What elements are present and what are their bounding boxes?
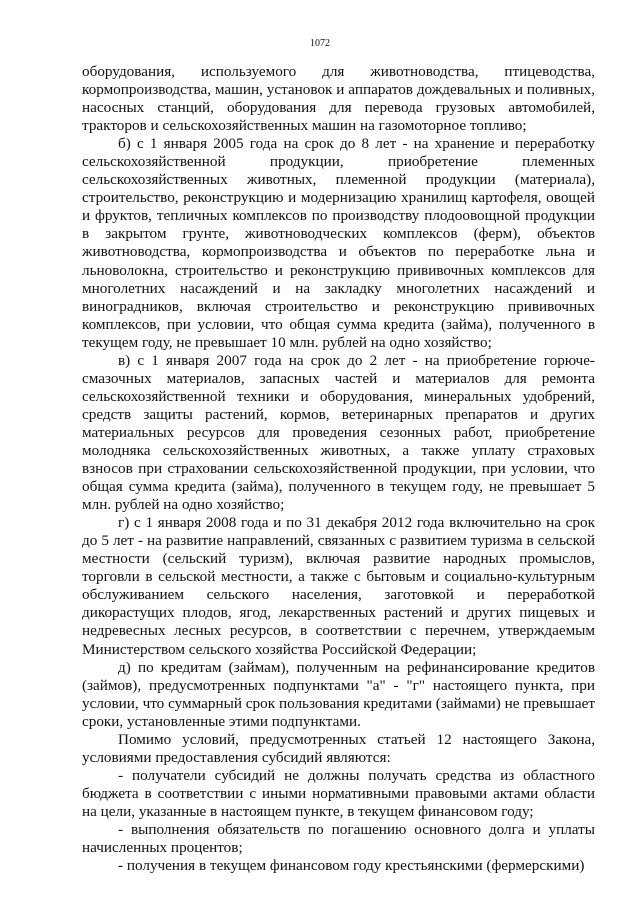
- paragraph-item-g: г) с 1 января 2008 года и по 31 декабря 2012 года включительно на срок до 5 лет - на развитие направлений, связанных с развитием туризма в сельской местности (сельский туризм), включая развитие народных промыслов, торговли в сельской местности, а также с бытовым и социально-культурным обслуживанием сельского населения, заготовкой и переработкой дикорастущих плодов, ягод, лекарственных растений и других пищевых и недревесных лесных ресурсов, в соответствии с перечнем, утверждаемым Министерством сельского хозяйства Российской Федерации;: [82, 514, 595, 658]
- paragraph-condition-2: - выполнения обязательств по погашению основного долга и уплаты начисленных процентов;: [82, 820, 595, 857]
- document-body: [82, 63, 595, 875]
- paragraph-condition-1: - получатели субсидий не должны получать средства из областного бюджета в соответствии с иными нормативными правовыми актами области на цели, указанные в настоящем пункте, в текущем финансовом году;: [82, 766, 595, 820]
- paragraph-condition-3: - получения в текущем финансовом году крестьянскими (фермерскими): [118, 857, 585, 875]
- page-number: 1072: [310, 38, 330, 49]
- paragraph-item-b: б) с 1 января 2005 года на срок до 8 лет - на хранение и переработку сельскохозяйственной продукции, приобретение племенных сельскохозяйственных животных, племенной продукции (материала), строительство, реконструкцию и модернизацию хранилищ картофеля, овощей и фруктов, тепличных комплексов по производству плодоовощной продукции в закрытом грунте, животноводческих комплексов (ферм), объектов животноводства, кормопроизводства и объектов по переработке льна и льноволокна, строительство и реконструкцию прививочных комплексов для многолетних насаждений и на закладку многолетних насаждений и виноградников, включая строительство и реконструкцию прививочных комплексов, при условии, что общая сумма кредита (займа), полученного в текущем году, не превышает 10 млн. рублей на одно хозяйство;: [82, 135, 595, 351]
- paragraph-item-v: в) с 1 января 2007 года на срок до 2 лет - на приобретение горюче-смазочных материалов, запасных частей и материалов для ремонта сельскохозяйственной техники и оборудования, минеральных удобрений, средств защиты растений, кормов, ветеринарных препаратов и других материальных ресурсов для проведения сезонных работ, приобретение молодняка сельскохозяйственных животных, а также уплату страховых взносов при страховании сельскохозяйственной продукции, при условии, что общая сумма кредита (займа), полученного в текущем году, не превышает 5 млн. рублей на одно хозяйство;: [82, 351, 595, 514]
- paragraph-continuation: оборудования, используемого для животноводства, птицеводства, кормопроизводства, машин, установок и аппаратов дождевальных и поливных, насосных станций, оборудования для перевода грузовых автомобилей, тракторов и сельскохозяйственных машин на газомоторное топливо;: [82, 63, 595, 135]
- paragraph-conditions-intro: Помимо условий, предусмотренных статьей 12 настоящего Закона, условиями предоставления субсидий являются:: [82, 730, 595, 766]
- paragraph-item-d: д) по кредитам (займам), полученным на рефинансирование кредитов (займов), предусмотренных подпунктами "а" - "г" настоящего пункта, при условии, что суммарный срок пользования кредитами (займами) не превышает сроки, установленные этими подпунктами.: [82, 658, 595, 730]
